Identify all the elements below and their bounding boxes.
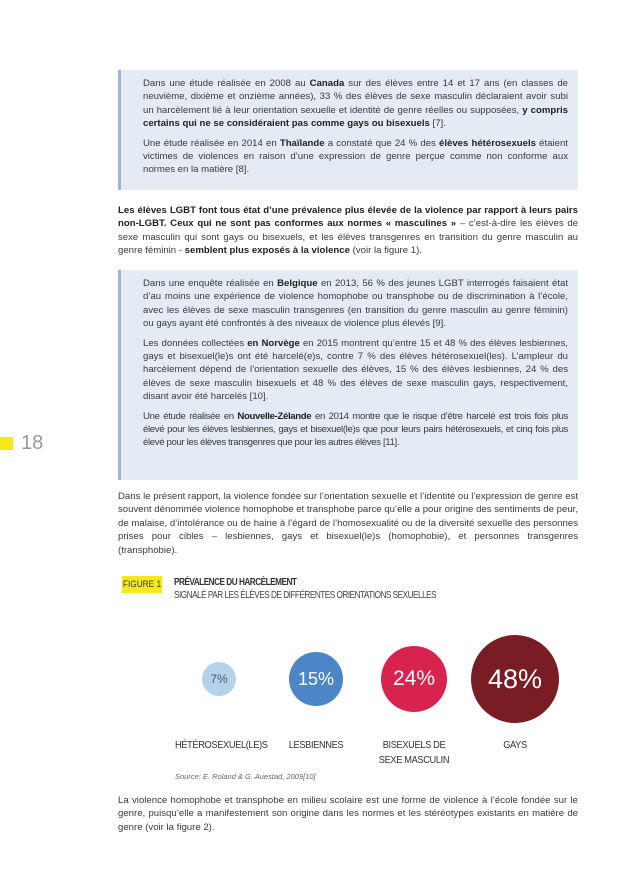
figure-source: Source: E. Roland & G. Auestad, 2009[10] bbox=[175, 772, 316, 781]
callout-paragraph-canada: Dans une étude réalisée en 2008 au Canada sur des élèves entre 14 et 17 ans (en classes de neuvième, dixième et onzième années), 33 % des élèves de sexe masculin déclaraient avoir subi un harcèlement lié à leur orientation sexuelle et identité de genre réelles ou supposées, y compris certains qui ne se considéraient pas comme gays ou bisexuels [7]. bbox=[143, 78, 568, 130]
body-paragraph-gender-based-violence: La violence homophobe et transphobe en milieu scolaire est une forme de violence à l’école fondée sur le genre, puisqu’elle a manifestement son origine dans les normes et les stéréotypes existants en matière de genre (voir la figure 2). bbox=[118, 795, 578, 833]
page-number: 18 bbox=[21, 432, 44, 454]
value-lesbiennes: 15% bbox=[297, 668, 335, 689]
body-paragraph-definition: Dans le présent rapport, la violence fondée sur l’orientation sexuelle et l’identité ou l’expression de genre est souvent dénommée violence homophobe et transphobe parce qu’elle a pour origine des sentiments de peur, de malaise, d’intolérance ou de haine à l’égard de l’homosexualité ou de la diversité sexuelle des personnes prises pour cibles – lesbiennes, gays et bisexuel(le)s (homophobie), et personnes transgenres (transphobie). bbox=[118, 491, 578, 556]
callout-box-canada-thailand bbox=[118, 70, 578, 190]
callout-paragraph-new-zealand: Une étude réalisée en Nouvelle-Zélande en 2014 montre que le risque d’être harcelé est trois fois plus élevé pour les élèves lesbiennes, gays et bisexuel(le)s que pour leurs pairs hétérosexuels, et cinq fois plus élevé pour les élèves transgenres que pour les autres élèves [11]. bbox=[143, 410, 568, 449]
figure-title-line2: SIGNALÉ PAR LES ÉLÈVES DE DIFFÉRENTES ORIENTATIONS SEXUELLES bbox=[174, 590, 437, 601]
circle-lesbiennes bbox=[289, 652, 343, 706]
body-paragraph-lgbt-prevalence: Les élèves LGBT font tous état d’une prévalence plus élevée de la violence par rapport à leurs pairs non-LGBT. Ceux qui ne sont pas conformes aux normes « masculines » – c’est-à-dire les élèves de sexe masculin qui sont gays ou bisexuels, et les élèves transgenres en transition du genre masculin au genre féminin - semblent plus exposés à la violence (voir la figure 1). bbox=[118, 205, 579, 257]
circle-bisexuels bbox=[381, 646, 447, 712]
callout-box-belgium-norway-nz bbox=[118, 270, 578, 480]
circle-gays bbox=[471, 635, 559, 723]
category-label-heterosexuels: HÉTÉROSEXUEL(LE)S bbox=[175, 739, 268, 751]
value-gays: 48% bbox=[487, 663, 543, 694]
page-marker-tab bbox=[0, 437, 13, 450]
category-label-bisexuels: BISEXUELS DE SEXE MASCULIN bbox=[378, 739, 450, 766]
callout-paragraph-belgium: Dans une enquête réalisée en Belgique en 2013, 56 % des jeunes LGBT interrogés faisaient état d’au moins une expérience de violence homophobe ou transphobe ou de discrimination à l’école, avec les élèves de sexe masculin transgenres (en transition du genre masculin au genre féminin) ou gays ayant été confrontés à des niveaux de violence plus élevés [9]. bbox=[143, 278, 568, 330]
category-label-lesbiennes: LESBIENNES bbox=[288, 739, 344, 751]
callout-paragraph-thailand: Une étude réalisée en 2014 en Thaïlande a constaté que 24 % des élèves hétérosexuels étaient victimes de violences en raison d’une expression de genre perçue comme non conforme aux normes en la matière [8]. bbox=[143, 137, 568, 176]
value-heterosexuels: 7% bbox=[210, 672, 228, 686]
value-bisexuels: 24% bbox=[392, 667, 436, 690]
callout-paragraph-norway: Les données collectées en Norvège en 2015 montrent qu’entre 15 et 48 % des élèves lesbiennes, gays et bisexuel(le)s ont été harcelé(e)s, contre 7 % des élèves hétérosexuel(les). L’ampleur du harcèlement dépend de l’orientation sexuelle des élèves, 15 % des élèves lesbiennes, 24 % des élèves de sexe masculin bisexuels et 48 % des élèves de sexe masculin gays, respectivement, disant avoir été harcelés [10]. bbox=[143, 337, 568, 403]
category-label-gays: GAYS bbox=[503, 739, 527, 751]
figure-title-line1: PRÉVALENCE DU HARCÈLEMENT bbox=[174, 577, 297, 588]
circle-heterosexuels bbox=[202, 662, 236, 696]
figure-tag: FIGURE 1 bbox=[122, 576, 162, 593]
figure-title bbox=[174, 576, 436, 602]
